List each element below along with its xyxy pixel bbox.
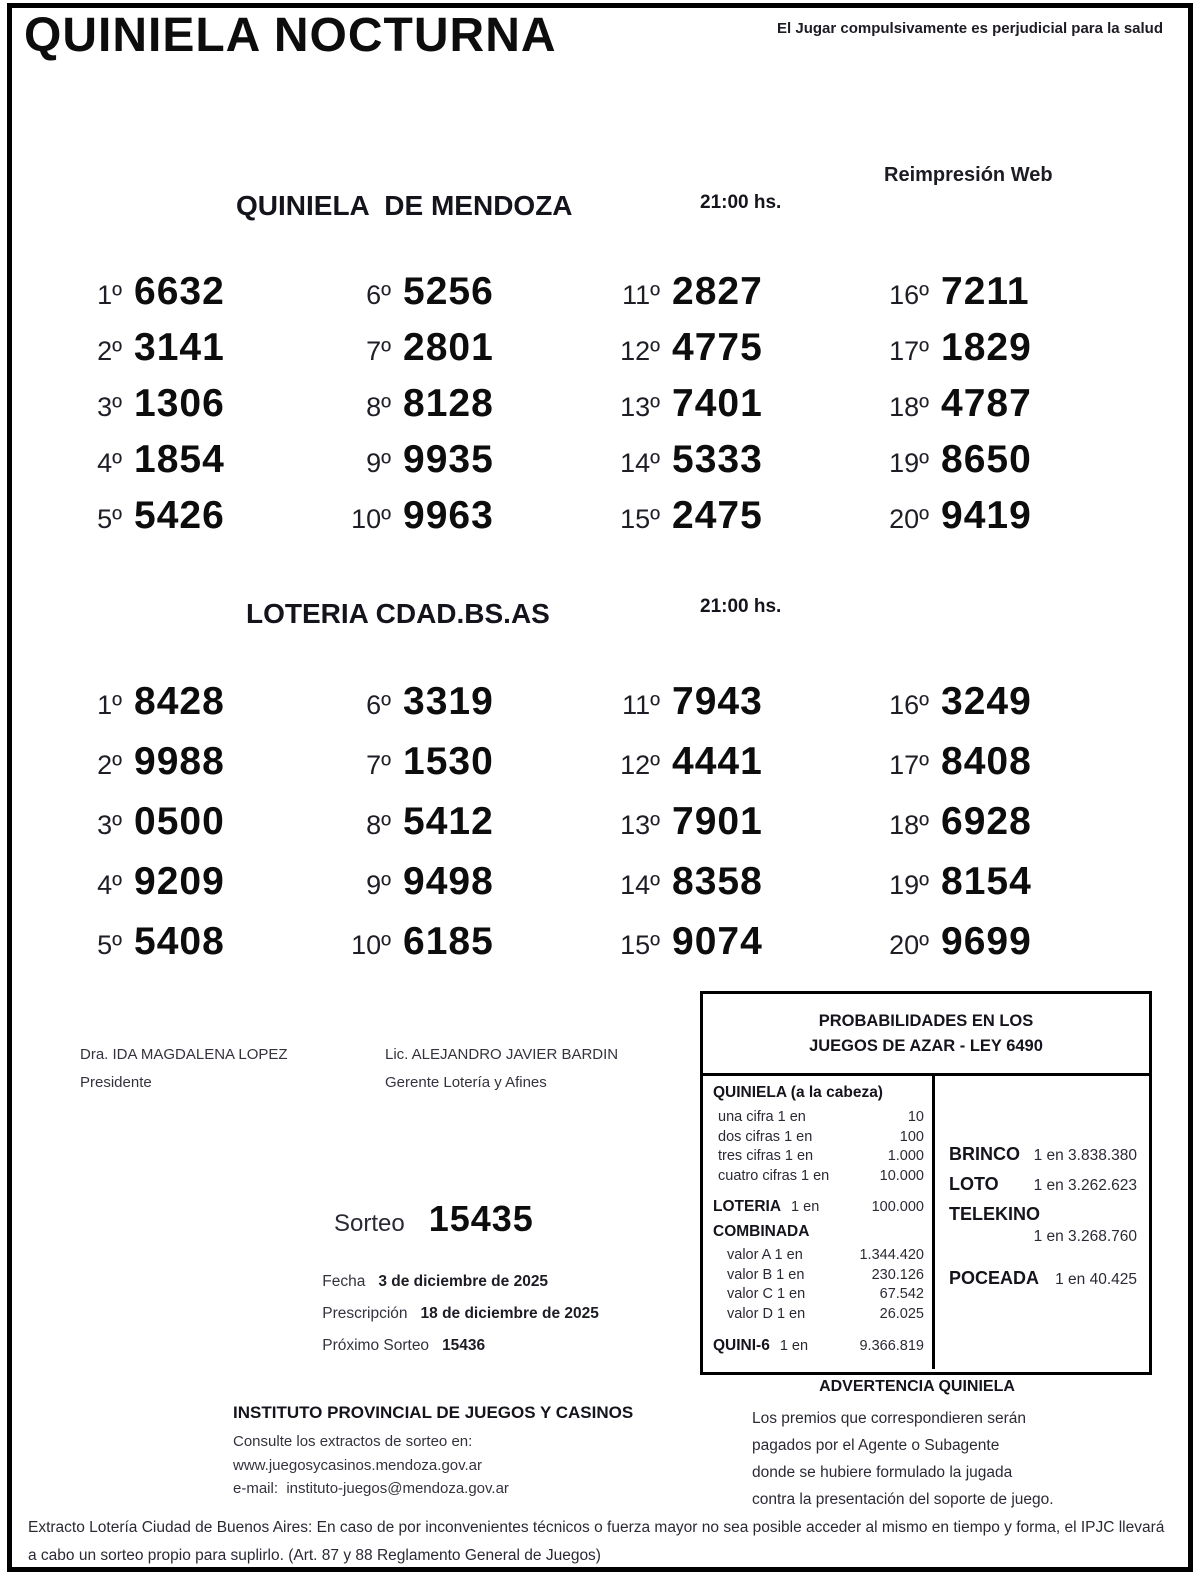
prob-row bbox=[713, 1147, 924, 1167]
loto-label: LOTO bbox=[949, 1174, 999, 1194]
brinco-prob-row bbox=[949, 1144, 1137, 1165]
telekino-value: 1 en 3.268.760 bbox=[1033, 1228, 1137, 1245]
result-number: 2801 bbox=[403, 326, 494, 369]
result-rank: 13º bbox=[620, 810, 660, 840]
result-number: 3141 bbox=[134, 326, 225, 369]
result-item bbox=[606, 800, 875, 860]
quiniela-prob-rows bbox=[713, 1108, 924, 1186]
loteria-prob-row bbox=[713, 1198, 924, 1216]
prob-row bbox=[713, 1285, 924, 1305]
result-number: 8408 bbox=[941, 740, 1032, 783]
result-item bbox=[337, 438, 606, 494]
result-number: 7401 bbox=[672, 382, 763, 425]
result-item bbox=[68, 920, 337, 980]
result-rank: 20º bbox=[889, 504, 929, 534]
result-number: 3249 bbox=[941, 680, 1032, 723]
prob-label: valor D 1 en bbox=[727, 1305, 806, 1322]
result-rank: 8º bbox=[366, 392, 391, 422]
loto-prob-row bbox=[949, 1174, 1137, 1195]
result-rank: 1º bbox=[97, 690, 122, 720]
result-rank: 9º bbox=[366, 870, 391, 900]
quiniela-prob-heading: QUINIELA (a la cabeza) bbox=[713, 1084, 883, 1101]
telekino-prob-row bbox=[949, 1204, 1137, 1246]
probabilities-title-line1: PROBABILIDADES EN LOS bbox=[818, 1012, 1034, 1030]
prob-value: 1.344.420 bbox=[859, 1247, 924, 1263]
result-rank: 6º bbox=[366, 690, 391, 720]
probabilities-left-column bbox=[703, 1076, 935, 1369]
proximo-label: Próximo Sorteo bbox=[322, 1337, 430, 1354]
mendoza-results-grid bbox=[68, 270, 1144, 550]
result-number: 9699 bbox=[941, 920, 1032, 963]
prob-row bbox=[713, 1167, 924, 1187]
prob-value: 1.000 bbox=[887, 1148, 924, 1164]
prob-value: 26.025 bbox=[879, 1305, 924, 1322]
signatory-role: Gerente Lotería y Afines bbox=[385, 1074, 547, 1091]
result-rank: 11º bbox=[622, 280, 660, 310]
result-item bbox=[337, 800, 606, 860]
result-rank: 3º bbox=[97, 392, 122, 422]
result-item bbox=[68, 438, 337, 494]
result-number: 1829 bbox=[941, 326, 1032, 369]
result-number: 9988 bbox=[134, 740, 225, 783]
result-number: 9935 bbox=[403, 438, 494, 481]
prob-value: 10.000 bbox=[879, 1167, 924, 1184]
quini6-prob-mid: 1 en bbox=[779, 1338, 809, 1354]
result-rank: 14º bbox=[620, 870, 660, 900]
loteria-prob-mid: 1 en bbox=[791, 1199, 820, 1215]
result-item bbox=[68, 680, 337, 740]
result-rank: 12º bbox=[620, 750, 660, 780]
loteria-prob-value: 100.000 bbox=[871, 1199, 924, 1215]
result-item bbox=[606, 382, 875, 438]
result-item bbox=[875, 800, 1144, 860]
result-item bbox=[337, 382, 606, 438]
prescripcion-label: Prescripción bbox=[322, 1305, 408, 1322]
result-number: 5333 bbox=[672, 438, 763, 481]
prob-label: valor C 1 en bbox=[727, 1286, 806, 1302]
prob-row bbox=[713, 1246, 924, 1266]
result-number: 1530 bbox=[403, 740, 494, 783]
advertencia-heading: ADVERTENCIA QUINIELA bbox=[819, 1378, 1015, 1395]
result-number: 8650 bbox=[941, 438, 1032, 481]
result-item bbox=[875, 438, 1144, 494]
signatory-role: Presidente bbox=[80, 1074, 152, 1091]
signatory-name: Lic. ALEJANDRO JAVIER BARDIN bbox=[385, 1046, 619, 1063]
result-number: 9419 bbox=[941, 494, 1032, 537]
result-rank: 4º bbox=[97, 448, 122, 478]
result-number: 1854 bbox=[134, 438, 225, 481]
bsas-section-heading: LOTERIA CDAD.BS.AS bbox=[246, 598, 550, 629]
prob-row bbox=[713, 1128, 924, 1148]
result-item bbox=[606, 860, 875, 920]
mendoza-section-heading: QUINIELA DE MENDOZA bbox=[236, 190, 573, 221]
result-item bbox=[68, 326, 337, 382]
result-number: 8154 bbox=[941, 860, 1032, 903]
result-number: 3319 bbox=[403, 680, 494, 723]
result-number: 7943 bbox=[672, 680, 763, 723]
result-rank: 9º bbox=[366, 448, 391, 478]
prob-label: dos cifras 1 en bbox=[718, 1128, 813, 1145]
signature-president bbox=[80, 1046, 288, 1091]
result-item bbox=[68, 800, 337, 860]
prob-value: 230.126 bbox=[871, 1266, 924, 1283]
result-item bbox=[337, 270, 606, 326]
bsas-results-grid bbox=[68, 680, 1144, 980]
result-number: 7901 bbox=[672, 800, 763, 843]
result-item bbox=[875, 494, 1144, 550]
result-item bbox=[68, 382, 337, 438]
brinco-label: BRINCO bbox=[949, 1144, 1020, 1164]
result-rank: 11º bbox=[622, 690, 660, 720]
fecha-value: 3 de diciembre de 2025 bbox=[378, 1273, 549, 1290]
result-number: 5256 bbox=[403, 270, 494, 313]
result-item bbox=[875, 740, 1144, 800]
prob-row bbox=[713, 1266, 924, 1286]
footer-disclaimer: Extracto Lotería Ciudad de Buenos Aires: En caso de por inconvenientes técnicos o fuerza mayor no sea posible acceder al mismo en tiempo y forma, el IPJC llevará a cabo un sorteo propio para suplirlo. (Art. 87 y 88 Reglamento General de Juegos) bbox=[28, 1519, 1165, 1564]
signatory-name: Dra. IDA MAGDALENA LOPEZ bbox=[80, 1046, 288, 1063]
signature-manager bbox=[385, 1046, 618, 1091]
result-item bbox=[337, 860, 606, 920]
advertencia-line: contra la presentación del soporte de juego. bbox=[752, 1491, 1054, 1508]
result-item bbox=[606, 494, 875, 550]
result-rank: 20º bbox=[889, 930, 929, 960]
result-number: 6632 bbox=[134, 270, 225, 313]
document-title: QUINIELA NOCTURNA bbox=[24, 9, 557, 62]
advertencia-line: Los premios que correspondieren serán bbox=[752, 1410, 1026, 1427]
result-rank: 10º bbox=[351, 504, 391, 534]
sorteo-label: Sorteo bbox=[334, 1210, 405, 1237]
result-rank: 5º bbox=[97, 930, 122, 960]
result-rank: 18º bbox=[889, 810, 929, 840]
result-number: 1306 bbox=[134, 382, 225, 425]
draw-number-row bbox=[334, 1198, 534, 1240]
institute-website: www.juegosycasinos.mendoza.gov.ar bbox=[233, 1456, 483, 1474]
probabilities-box bbox=[700, 991, 1152, 1375]
result-rank: 3º bbox=[97, 810, 122, 840]
result-rank: 19º bbox=[889, 870, 929, 900]
result-number: 5426 bbox=[134, 494, 225, 537]
quini6-prob-row bbox=[713, 1337, 924, 1355]
result-item bbox=[337, 680, 606, 740]
result-item bbox=[875, 382, 1144, 438]
result-rank: 7º bbox=[366, 336, 391, 366]
result-rank: 8º bbox=[366, 810, 391, 840]
result-item bbox=[337, 494, 606, 550]
result-rank: 15º bbox=[620, 930, 660, 960]
result-rank: 16º bbox=[889, 690, 929, 720]
poceada-label: POCEADA bbox=[949, 1268, 1040, 1288]
result-rank: 14º bbox=[620, 448, 660, 478]
result-number: 6928 bbox=[941, 800, 1032, 843]
result-item bbox=[337, 740, 606, 800]
result-rank: 15º bbox=[620, 504, 660, 534]
result-number: 4441 bbox=[672, 740, 763, 783]
result-rank: 7º bbox=[366, 750, 391, 780]
result-item bbox=[875, 920, 1144, 980]
prob-label: valor A 1 en bbox=[727, 1247, 803, 1263]
sorteo-number: 15435 bbox=[428, 1198, 534, 1239]
advertencia-line: pagados por el Agente o Subagente bbox=[752, 1437, 1000, 1454]
result-number: 2827 bbox=[672, 270, 763, 313]
result-number: 8428 bbox=[134, 680, 225, 723]
result-item bbox=[68, 740, 337, 800]
probabilities-body bbox=[703, 1076, 1149, 1369]
loteria-prob-label: LOTERIA bbox=[713, 1198, 782, 1215]
result-item bbox=[606, 740, 875, 800]
result-number: 9498 bbox=[403, 860, 494, 903]
prob-label: tres cifras 1 en bbox=[718, 1148, 814, 1164]
result-number: 0500 bbox=[134, 800, 225, 843]
institute-line: Consulte los extractos de sorteo en: bbox=[233, 1433, 473, 1450]
institute-email: e-mail: instituto-juegos@mendoza.gov.ar bbox=[233, 1480, 509, 1497]
quini6-prob-label: QUINI-6 bbox=[713, 1337, 770, 1354]
fecha-label: Fecha bbox=[322, 1273, 366, 1290]
result-item bbox=[606, 680, 875, 740]
result-rank: 17º bbox=[889, 336, 929, 366]
institute-heading: INSTITUTO PROVINCIAL DE JUEGOS Y CASINOS bbox=[233, 1403, 634, 1422]
result-rank: 12º bbox=[620, 336, 660, 366]
institute-block bbox=[233, 1403, 633, 1501]
result-rank: 19º bbox=[889, 448, 929, 478]
prob-label: valor B 1 en bbox=[727, 1266, 805, 1283]
prob-label: una cifra 1 en bbox=[718, 1109, 806, 1125]
proximo-value: 15436 bbox=[442, 1337, 486, 1354]
gambling-warning-text: El Jugar compulsivamente es perjudicial para la salud bbox=[777, 20, 1163, 37]
prob-label: cuatro cifras 1 en bbox=[718, 1167, 830, 1184]
combinada-prob-rows bbox=[713, 1246, 924, 1324]
prob-value: 67.542 bbox=[879, 1286, 924, 1302]
result-number: 9074 bbox=[672, 920, 763, 963]
result-number: 8128 bbox=[403, 382, 494, 425]
result-item bbox=[875, 680, 1144, 740]
prob-row bbox=[713, 1305, 924, 1325]
result-rank: 13º bbox=[620, 392, 660, 422]
result-rank: 2º bbox=[97, 336, 122, 366]
loto-value: 1 en 3.262.623 bbox=[1033, 1177, 1137, 1194]
result-item bbox=[337, 326, 606, 382]
result-item bbox=[68, 494, 337, 550]
result-number: 7211 bbox=[941, 270, 1030, 313]
prob-value: 10 bbox=[907, 1109, 924, 1125]
brinco-value: 1 en 3.838.380 bbox=[1033, 1147, 1137, 1164]
result-number: 9209 bbox=[134, 860, 225, 903]
result-number: 9963 bbox=[403, 494, 494, 537]
result-number: 4775 bbox=[672, 326, 763, 369]
result-rank: 1º bbox=[97, 280, 122, 310]
prob-row bbox=[713, 1108, 924, 1128]
result-number: 6185 bbox=[403, 920, 494, 963]
result-number: 5412 bbox=[403, 800, 494, 843]
result-item bbox=[606, 438, 875, 494]
next-draw-row bbox=[305, 1319, 485, 1373]
result-rank: 5º bbox=[97, 504, 122, 534]
prescripcion-value: 18 de diciembre de 2025 bbox=[420, 1305, 599, 1322]
result-number: 5408 bbox=[134, 920, 225, 963]
poceada-prob-row bbox=[949, 1268, 1137, 1289]
combinada-prob-heading: COMBINADA bbox=[713, 1223, 810, 1240]
result-rank: 2º bbox=[97, 750, 122, 780]
result-item bbox=[875, 860, 1144, 920]
result-rank: 18º bbox=[889, 392, 929, 422]
result-item bbox=[875, 326, 1144, 382]
result-number: 2475 bbox=[672, 494, 763, 537]
result-number: 4787 bbox=[941, 382, 1032, 425]
quiniela-warning-block bbox=[752, 1378, 1082, 1513]
web-reprint-label: Reimpresión Web bbox=[884, 164, 1053, 186]
result-rank: 10º bbox=[351, 930, 391, 960]
poceada-value: 1 en 40.425 bbox=[1055, 1271, 1137, 1288]
result-item bbox=[606, 920, 875, 980]
telekino-label: TELEKINO bbox=[949, 1204, 1041, 1224]
advertencia-line: donde se hubiere formulado la jugada bbox=[752, 1464, 1013, 1481]
result-item bbox=[606, 270, 875, 326]
result-item bbox=[68, 860, 337, 920]
result-item bbox=[875, 270, 1144, 326]
probabilities-title-line2: JUEGOS DE AZAR - LEY 6490 bbox=[809, 1037, 1043, 1055]
result-rank: 6º bbox=[366, 280, 391, 310]
mendoza-draw-time: 21:00 hs. bbox=[700, 192, 782, 213]
result-rank: 16º bbox=[889, 280, 929, 310]
result-rank: 4º bbox=[97, 870, 122, 900]
probabilities-title bbox=[703, 994, 1149, 1076]
result-rank: 17º bbox=[889, 750, 929, 780]
probabilities-right-column bbox=[935, 1076, 1149, 1369]
quini6-prob-value: 9.366.819 bbox=[859, 1338, 924, 1354]
result-item bbox=[337, 920, 606, 980]
bsas-draw-time: 21:00 hs. bbox=[700, 596, 782, 617]
result-item bbox=[68, 270, 337, 326]
prob-value: 100 bbox=[899, 1128, 924, 1145]
result-number: 8358 bbox=[672, 860, 763, 903]
result-item bbox=[606, 326, 875, 382]
